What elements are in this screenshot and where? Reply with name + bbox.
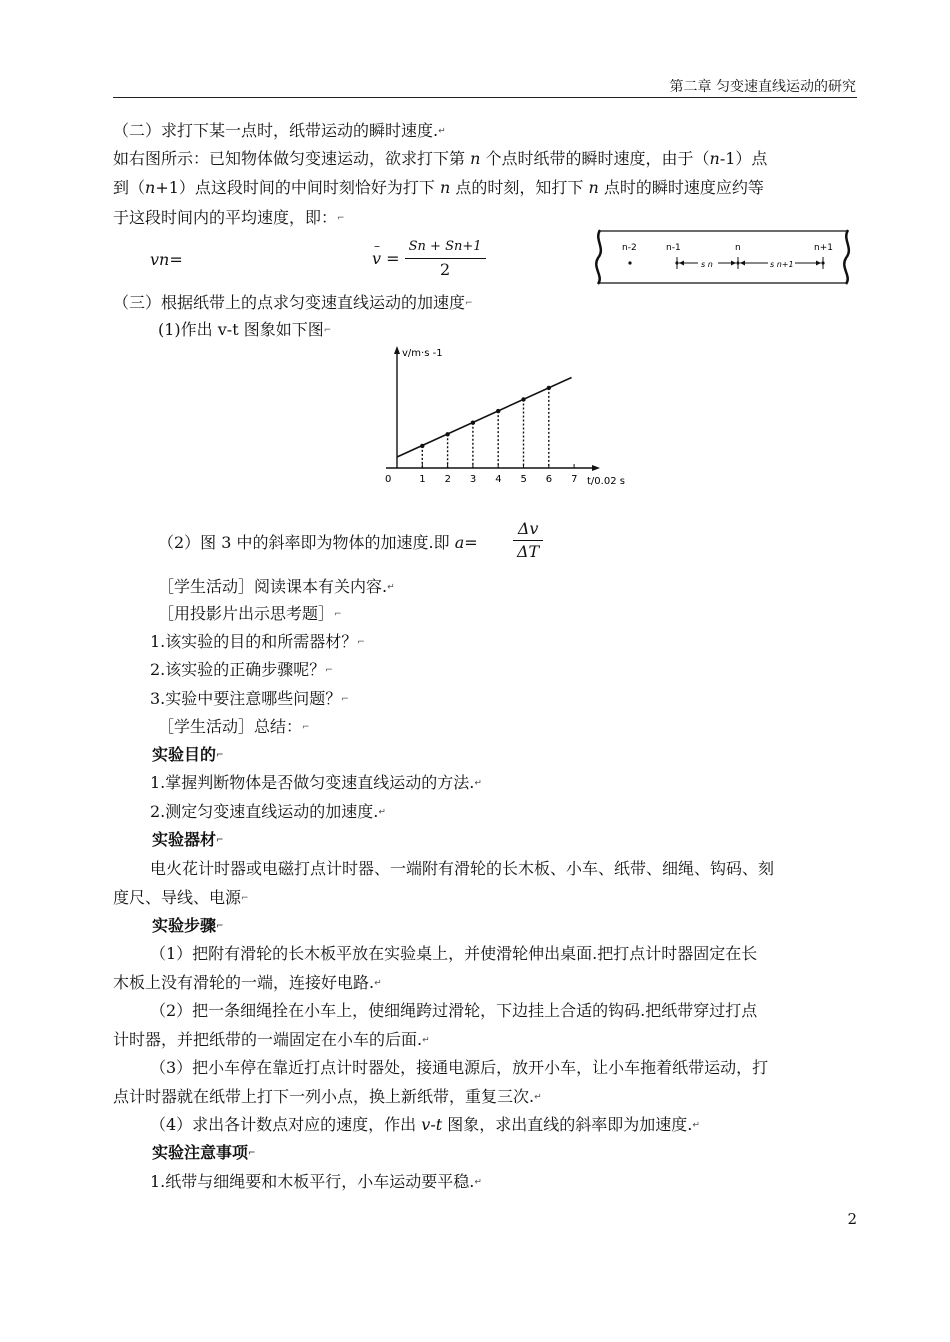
section2-line1: 如右图所示：已知物体做匀变速运动，欲求打下第 n 个点时纸带的瞬时速度，由于（n-1）点: [113, 149, 768, 168]
activity-projector: ［用投影片出示思考题］⌐: [158, 604, 342, 623]
frac-denominator: ΔT: [517, 542, 540, 561]
section2-line2: 到（n+1）点这段时间的中间时刻恰好为打下 n 点的时刻，知打下 n 点时的瞬时速度应约等: [113, 178, 764, 197]
section3-step2: （2）图 3 中的斜率即为物体的加速度.即 a=: [158, 533, 478, 552]
page-number: 2: [847, 1210, 857, 1228]
section2-line3: 于这段时间内的平均速度，即：⌐: [113, 208, 345, 227]
step-4: （4）求出各计数点对应的速度，作出 v-t 图象，求出直线的斜率即为加速度.↵: [150, 1115, 700, 1134]
y-axis-label: v/m·s -1: [402, 348, 443, 359]
x-tick-label-1: 1: [419, 474, 426, 485]
question-1: 1.该实验的目的和所需器材？⌐: [150, 632, 365, 651]
data-point-4: [496, 409, 500, 413]
activity-summary: ［学生活动］总结：⌐: [158, 717, 310, 736]
x-tick-label-6: 6: [545, 474, 553, 485]
frac-numerator: Δv: [513, 518, 543, 541]
formula-denominator: 2: [439, 260, 451, 279]
question-3: 3.实验中要注意哪些问题？⌐: [150, 689, 349, 708]
tape-right-edge: [844, 230, 849, 284]
tape-seg-sn: s n: [701, 260, 713, 269]
header-rule: [113, 97, 857, 98]
step-2-line-2: 计时器，并把纸带的一端固定在小车的后面.↵: [113, 1030, 430, 1049]
step-3-line-1: （3）把小车停在靠近打点计时器处，接通电源后，放开小车，让小车拖着纸带运动，打: [150, 1058, 769, 1077]
x-tick-label-2: 2: [444, 474, 451, 485]
formula-lhs: vn=: [150, 250, 183, 269]
x-axis-arrow: [592, 465, 600, 471]
data-point-3: [471, 421, 475, 425]
acceleration-fraction: [513, 518, 543, 563]
tape-left-edge: [596, 230, 601, 284]
step-1-line-1: （1）把附有滑轮的长木板平放在实验桌上，并使滑轮伸出桌面.把打点计时器固定在长: [150, 944, 758, 963]
equipment-title: 实验器材⌐: [152, 830, 224, 849]
section3-step1: (1)作出 v-t 图象如下图⌐: [158, 320, 332, 339]
question-2: 2.该实验的正确步骤呢？⌐: [150, 660, 333, 679]
step-2-line-1: （2）把一条细绳拴在小车上，使细绳跨过滑轮，下边挂上合适的钩码.把纸带穿过打点: [150, 1001, 758, 1020]
formula-numerator: Sn + Sn+1: [405, 236, 486, 259]
x-tick-label-7: 7: [571, 474, 578, 485]
data-point-5: [521, 397, 525, 401]
x-tick-label-4: 4: [495, 474, 502, 485]
tape-label-n-2: n-2: [622, 243, 637, 253]
data-point-1: [420, 444, 424, 448]
activity-read: ［学生活动］阅读课本有关内容.↵: [158, 577, 395, 596]
tape-label-n-1: n-1: [666, 243, 681, 253]
tape-seg-sn1: s n+1: [770, 260, 794, 269]
data-point-6: [547, 386, 551, 390]
vt-chart: [380, 340, 640, 490]
formula-mean-velocity: – v = $\frac{Sn + Sn+1}{2}$: [372, 236, 486, 281]
tape-label-n: n: [735, 243, 741, 253]
tape-dot-1: [628, 261, 631, 264]
equipment-line-2: 度尺、导线、电源⌐: [113, 888, 249, 907]
purpose-title: 实验目的⌐: [152, 745, 224, 764]
running-header: 第二章 匀变速直线运动的研究: [669, 79, 856, 95]
data-point-2: [445, 432, 449, 436]
tape-label-n+1: n+1: [814, 243, 833, 253]
step-3-line-2: 点计时器就在纸带上打下一列小点，换上新纸带，重复三次.↵: [113, 1087, 542, 1106]
purpose-item-2: 2.测定匀变速直线运动的加速度.↵: [150, 802, 386, 821]
section2-title: （二）求打下某一点时，纸带运动的瞬时速度.↵: [113, 121, 446, 140]
step-1-line-2: 木板上没有滑轮的一端，连接好电路.↵: [113, 973, 382, 992]
notes-item-1: 1.纸带与细绳要和木板平行，小车运动要平稳.↵: [150, 1172, 482, 1191]
x-tick-label-0: 0: [385, 474, 392, 485]
purpose-item-1: 1.掌握判断物体是否做匀变速直线运动的方法.↵: [150, 773, 482, 792]
x-tick-label-3: 3: [469, 474, 477, 485]
y-axis-arrow: [394, 346, 400, 354]
notes-title: 实验注意事项⌐: [152, 1143, 256, 1162]
paper-tape-figure: [592, 226, 858, 288]
steps-title: 实验步骤⌐: [152, 916, 224, 935]
x-axis-label: t/0.02 s: [587, 476, 625, 487]
x-tick-label-5: 5: [520, 474, 527, 485]
equipment-line-1: 电火花计时器或电磁打点计时器、一端附有滑轮的长木板、小车、纸带、细绳、钩码、刻: [150, 859, 775, 878]
section3-title: （三）根据纸带上的点求匀变速直线运动的加速度⌐: [113, 293, 473, 312]
